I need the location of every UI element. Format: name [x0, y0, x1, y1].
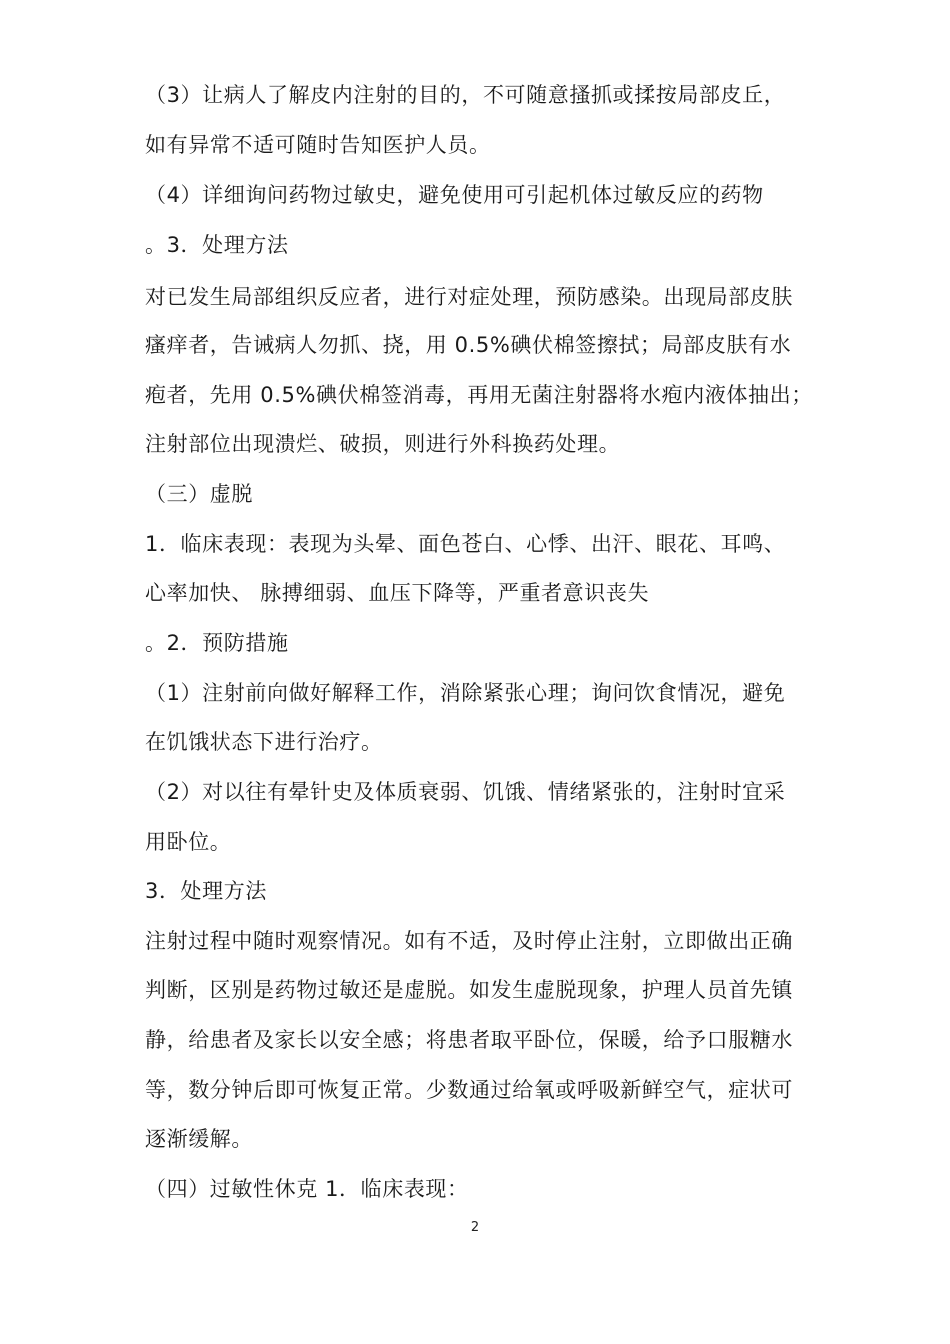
paragraph-line: 逐渐缓解。 — [145, 1127, 253, 1151]
paragraph-line: 等，数分钟后即可恢复正常。少数通过给氧或呼吸新鲜空气，症状可 — [145, 1078, 793, 1102]
paragraph-line: （1）注射前向做好解释工作，消除紧张心理；询问饮食情况，避免 — [145, 681, 786, 705]
paragraph-line: （2）对以往有晕针史及体质衰弱、饥饿、情绪紧张的，注射时宜采 — [145, 780, 786, 804]
paragraph-line: 判断，区别是药物过敏还是虚脱。如发生虚脱现象，护理人员首先镇 — [145, 978, 793, 1002]
paragraph-line: 用卧位。 — [145, 830, 232, 854]
paragraph-line: 1．临床表现：表现为头晕、面色苍白、心悸、出汗、眼花、耳鸣、 — [145, 532, 786, 556]
paragraph-line: 注射过程中随时观察情况。如有不适，及时停止注射，立即做出正确 — [145, 929, 793, 953]
section-heading: （三）虚脱 — [145, 482, 253, 506]
section-heading: （四）过敏性休克 1．临床表现： — [145, 1177, 469, 1201]
paragraph-line: 静，给患者及家长以安全感；将患者取平卧位，保暖，给予口服糖水 — [145, 1028, 793, 1052]
paragraph-line: （3）让病人了解皮内注射的目的，不可随意搔抓或揉按局部皮丘， — [145, 83, 786, 107]
section-heading: 。3．处理方法 — [145, 233, 289, 257]
section-heading: 3．处理方法 — [145, 879, 267, 903]
section-heading: 。2．预防措施 — [145, 631, 289, 655]
paragraph-line: 对已发生局部组织反应者，进行对症处理，预防感染。出现局部皮肤 — [145, 285, 793, 309]
page-number: 2 — [470, 1220, 480, 1235]
paragraph-line: 在饥饿状态下进行治疗。 — [145, 730, 383, 754]
paragraph-line: 心率加快、 脉搏细弱、血压下降等，严重者意识丧失 — [145, 581, 650, 605]
paragraph-line: （4）详细询问药物过敏史，避免使用可引起机体过敏反应的药物 — [145, 183, 764, 207]
paragraph-line: 如有异常不适可随时告知医护人员。 — [145, 133, 491, 157]
paragraph-line: 注射部位出现溃烂、破损，则进行外科换药处理。 — [145, 432, 621, 456]
paragraph-line: 疱者，先用 0.5%碘伏棉签消毒，再用无菌注射器将水疱内液体抽出； — [145, 383, 813, 407]
paragraph-line: 瘙痒者，告诫病人勿抓、挠，用 0.5%碘伏棉签擦拭；局部皮肤有水 — [145, 333, 792, 357]
